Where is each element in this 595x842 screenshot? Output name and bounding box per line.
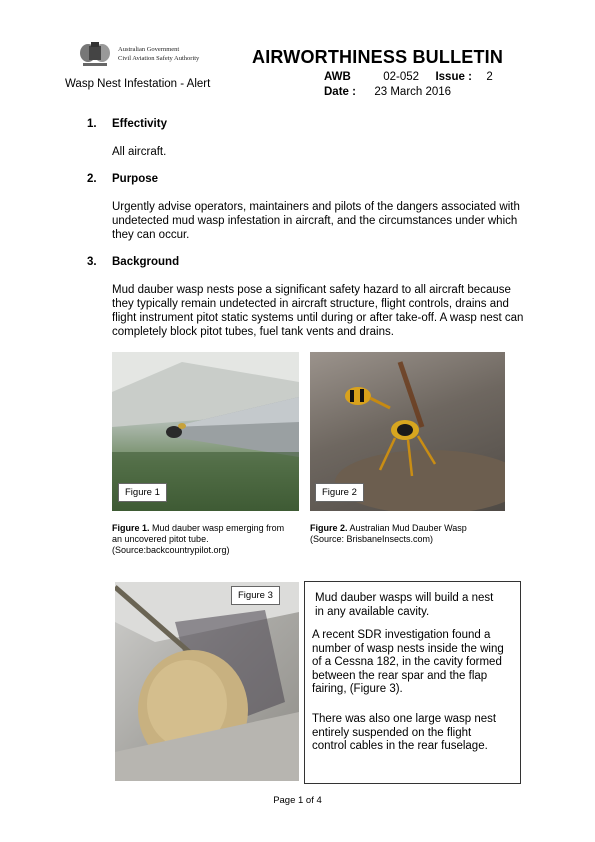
callout-line: A recent SDR investigation found a <box>312 629 491 641</box>
callout-paragraph-1 <box>315 592 493 619</box>
figure-1-caption <box>112 523 307 556</box>
figure-2-caption <box>310 523 510 545</box>
body-line: flight instrument pitot static systems until during or after take-off. A wasp nest can <box>112 312 524 324</box>
body-line: Mud dauber wasp nests pose a significant safety hazard to all aircraft because <box>112 284 511 296</box>
wing-cavity-nest-illustration <box>115 582 299 781</box>
body-line: Urgently advise operators, maintainers and pilots of the dangers associated with <box>112 201 520 213</box>
caption-text: (Source: BrisbaneInsects.com) <box>310 534 434 544</box>
date-value: 23 March 2016 <box>374 86 452 98</box>
callout-line: Mud dauber wasps will build a nest <box>315 592 494 604</box>
callout-line: There was also one large wasp nest <box>312 713 497 725</box>
body-line: undetected mud wasp infestation in aircraft, and the circumstances under which <box>112 215 518 227</box>
body-line: completely block pitot tubes, fuel tank vents and drains. <box>112 326 394 338</box>
issue-number: 2 <box>486 71 493 83</box>
government-logo <box>78 40 218 70</box>
section-number: 3. <box>87 256 97 268</box>
section-heading-purpose: Purpose <box>112 173 159 185</box>
caption-figure-number: Figure 1. <box>112 523 150 533</box>
figure-3-label: Figure 3 <box>231 586 280 605</box>
date-row <box>324 86 451 98</box>
figure-2-label: Figure 2 <box>315 483 364 502</box>
callout-line: of a Cessna 182, in the cavity formed <box>312 656 502 668</box>
body-line: they typically remain undetected in aircraft structure, flight controls, drains and <box>112 298 509 310</box>
callout-paragraph-3 <box>312 713 496 754</box>
callout-paragraph-2 <box>312 629 504 697</box>
section-heading-background: Background <box>112 256 180 268</box>
callout-line: in any available cavity. <box>315 605 430 618</box>
figure-3-photo <box>115 582 299 781</box>
issue-label: Issue : <box>435 71 472 83</box>
callout-line: fairing, (Figure 3). <box>312 683 403 695</box>
caption-text: Mud dauber wasp emerging from <box>149 523 285 533</box>
caption-text: an uncovered pitot tube. <box>112 534 209 544</box>
coat-of-arms-icon <box>78 40 112 70</box>
figure-1-photo <box>112 352 299 511</box>
callout-line: between the rear spar and the flap <box>312 669 488 682</box>
awb-number: 02-052 <box>383 71 420 83</box>
section-heading-effectivity: Effectivity <box>112 118 167 130</box>
section-body-effectivity <box>112 145 166 159</box>
bulletin-subject: Wasp Nest Infestation - Alert <box>65 78 211 90</box>
section-body-background <box>112 283 523 339</box>
section-number: 1. <box>87 118 97 130</box>
section-number: 2. <box>87 173 97 185</box>
caption-text: (Source:backcountrypilot.org) <box>112 545 230 555</box>
body-line: they can occur. <box>112 229 190 241</box>
section-body-purpose <box>112 200 520 242</box>
page-number: Page 1 of 4 <box>273 795 322 806</box>
figure-2-photo <box>310 352 505 511</box>
caption-figure-number: Figure 2. <box>310 523 348 533</box>
callout-line: entirely suspended on the flight <box>312 726 472 739</box>
callout-line: control cables in the rear fuselage. <box>312 740 488 752</box>
callout-line: number of wasp nests inside the wing <box>312 642 504 655</box>
logo-line-2: Civil Aviation Safety Authority <box>118 55 200 62</box>
logo-line-1: Australian Government <box>118 46 180 53</box>
bulletin-title: AIRWORTHINESS BULLETIN <box>252 47 504 67</box>
callout-box <box>304 581 521 784</box>
figure-1-label: Figure 1 <box>118 483 167 502</box>
body-line: All aircraft. <box>112 146 167 158</box>
caption-text: Australian Mud Dauber Wasp <box>347 523 467 533</box>
awb-row <box>324 71 493 83</box>
awb-label: AWB <box>324 71 351 83</box>
date-label: Date : <box>324 86 356 98</box>
